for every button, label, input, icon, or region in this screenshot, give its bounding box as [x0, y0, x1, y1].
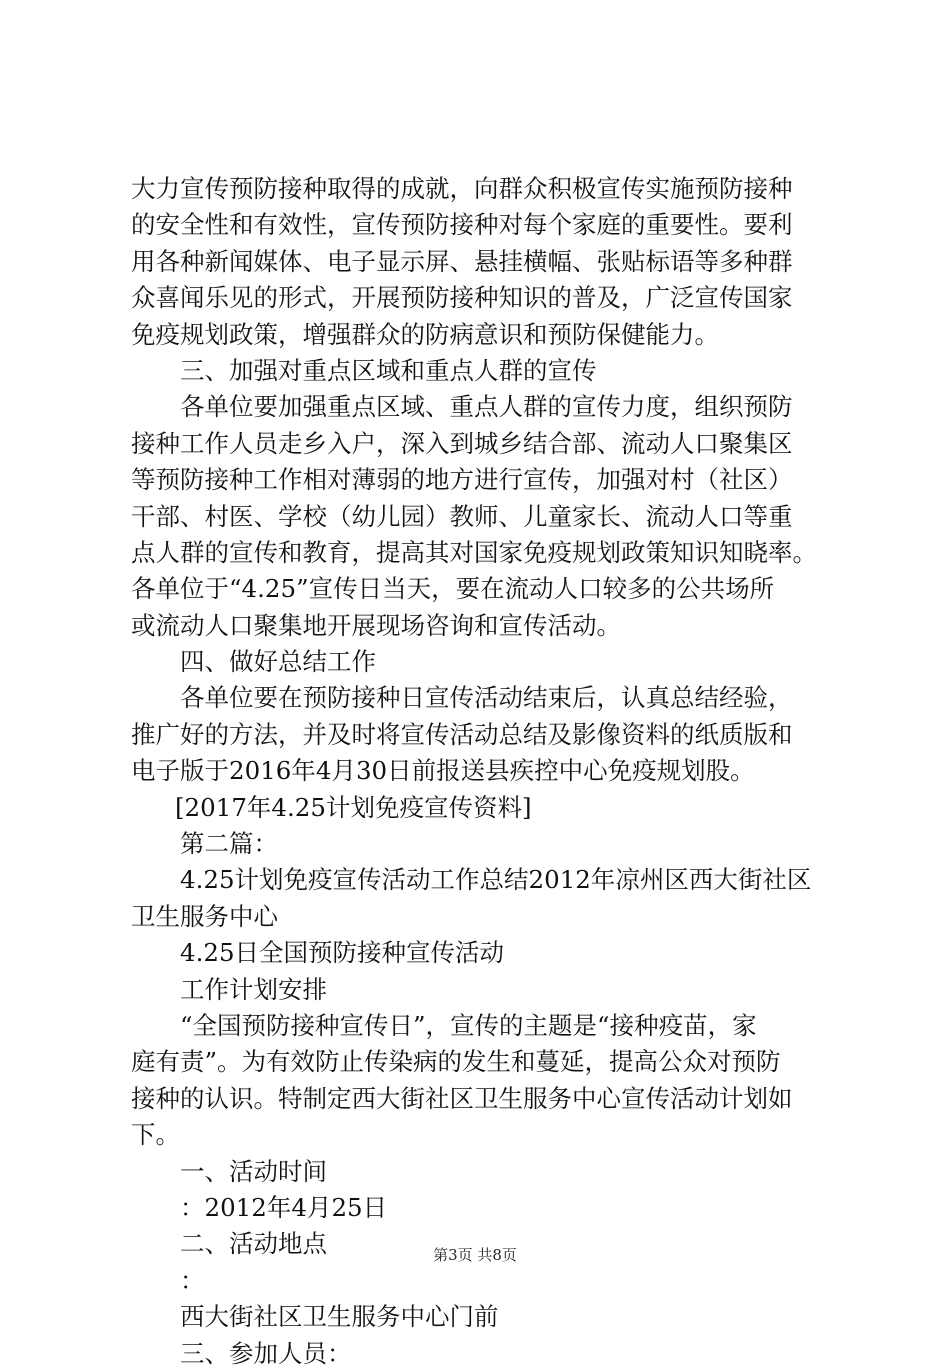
paragraph-line: 4.25日全国预防接种宣传活动: [180, 938, 505, 968]
paragraph-line: 大力宣传预防接种取得的成就，向群众积极宣传实施预防接种: [131, 174, 793, 203]
detail-line: ：2012年4月25日: [180, 1192, 388, 1222]
document-body: [131, 171, 831, 1372]
chapter-title-continued: 卫生服务中心: [131, 901, 278, 931]
paragraph-line: 免疫规划政策，增强群众的防病意识和预防保健能力。: [131, 319, 719, 349]
detail-line: 西大街社区卫生服务中心门前: [180, 1302, 499, 1332]
paragraph-line: 接种工作人员走乡入户，深入到城乡结合部、流动人口聚集区: [131, 428, 793, 458]
paragraph-line: 各单位要加强重点区域、重点人群的宣传力度，组织预防: [180, 392, 793, 422]
paragraph-line: 或流动人口聚集地开展现场咨询和宣传活动。: [131, 610, 621, 640]
document-tag: [2017年4.25计划免疫宣传资料]: [175, 792, 532, 822]
paragraph-line: 的安全性和有效性，宣传预防接种对每个家庭的重要性。要利: [131, 210, 793, 240]
paragraph-line: 接种的认识。特制定西大街社区卫生服务中心宣传活动计划如: [131, 1083, 793, 1113]
paragraph-line: 众喜闻乐见的形式，开展预防接种知识的普及，广泛宣传国家: [131, 283, 793, 313]
section-heading: 一、活动时间: [180, 1156, 327, 1186]
paragraph-line: 庭有责”。为有效防止传染病的发生和蔓延，提高公众对预防: [131, 1047, 781, 1077]
paragraph-line: “全国预防接种宣传日”，宣传的主题是“接种疫苗，家: [180, 1010, 757, 1040]
paragraph-line: 工作计划安排: [180, 974, 327, 1004]
section-heading: 三、参加人员：: [180, 1338, 352, 1368]
paragraph-line: 点人群的宣传和教育，提高其对国家免疫规划政策知识知晓率。: [131, 537, 817, 567]
section-heading: 四、做好总结工作: [180, 647, 376, 677]
paragraph-line: 干部、村医、学校（幼儿园）教师、儿童家长、流动人口等重: [131, 501, 793, 531]
paragraph-line: 推广好的方法，并及时将宣传活动总结及影像资料的纸质版和: [131, 719, 793, 749]
page-number: 第3页 共8页: [433, 1246, 517, 1264]
paragraph-line: 各单位于“4.25”宣传日当天，要在流动人口较多的公共场所: [131, 574, 775, 604]
detail-line: ：: [180, 1265, 205, 1295]
chapter-title: 4.25计划免疫宣传活动工作总结2012年凉州区西大街社区: [180, 865, 812, 895]
paragraph-line: 电子版于2016年4月30日前报送县疾控中心免疫规划股。: [131, 756, 755, 786]
paragraph-line: 等预防接种工作相对薄弱的地方进行宣传，加强对村（社区）: [131, 465, 793, 495]
section-heading: 二、活动地点: [180, 1229, 327, 1259]
paragraph-line: 下。: [131, 1120, 180, 1150]
paragraph-line: 用各种新闻媒体、电子显示屏、悬挂横幅、张贴标语等多种群: [131, 246, 793, 276]
chapter-label: 第二篇：: [180, 829, 278, 859]
section-heading: 三、加强对重点区域和重点人群的宣传: [180, 355, 597, 385]
paragraph-line: 各单位要在预防接种日宣传活动结束后，认真总结经验，: [180, 683, 793, 713]
